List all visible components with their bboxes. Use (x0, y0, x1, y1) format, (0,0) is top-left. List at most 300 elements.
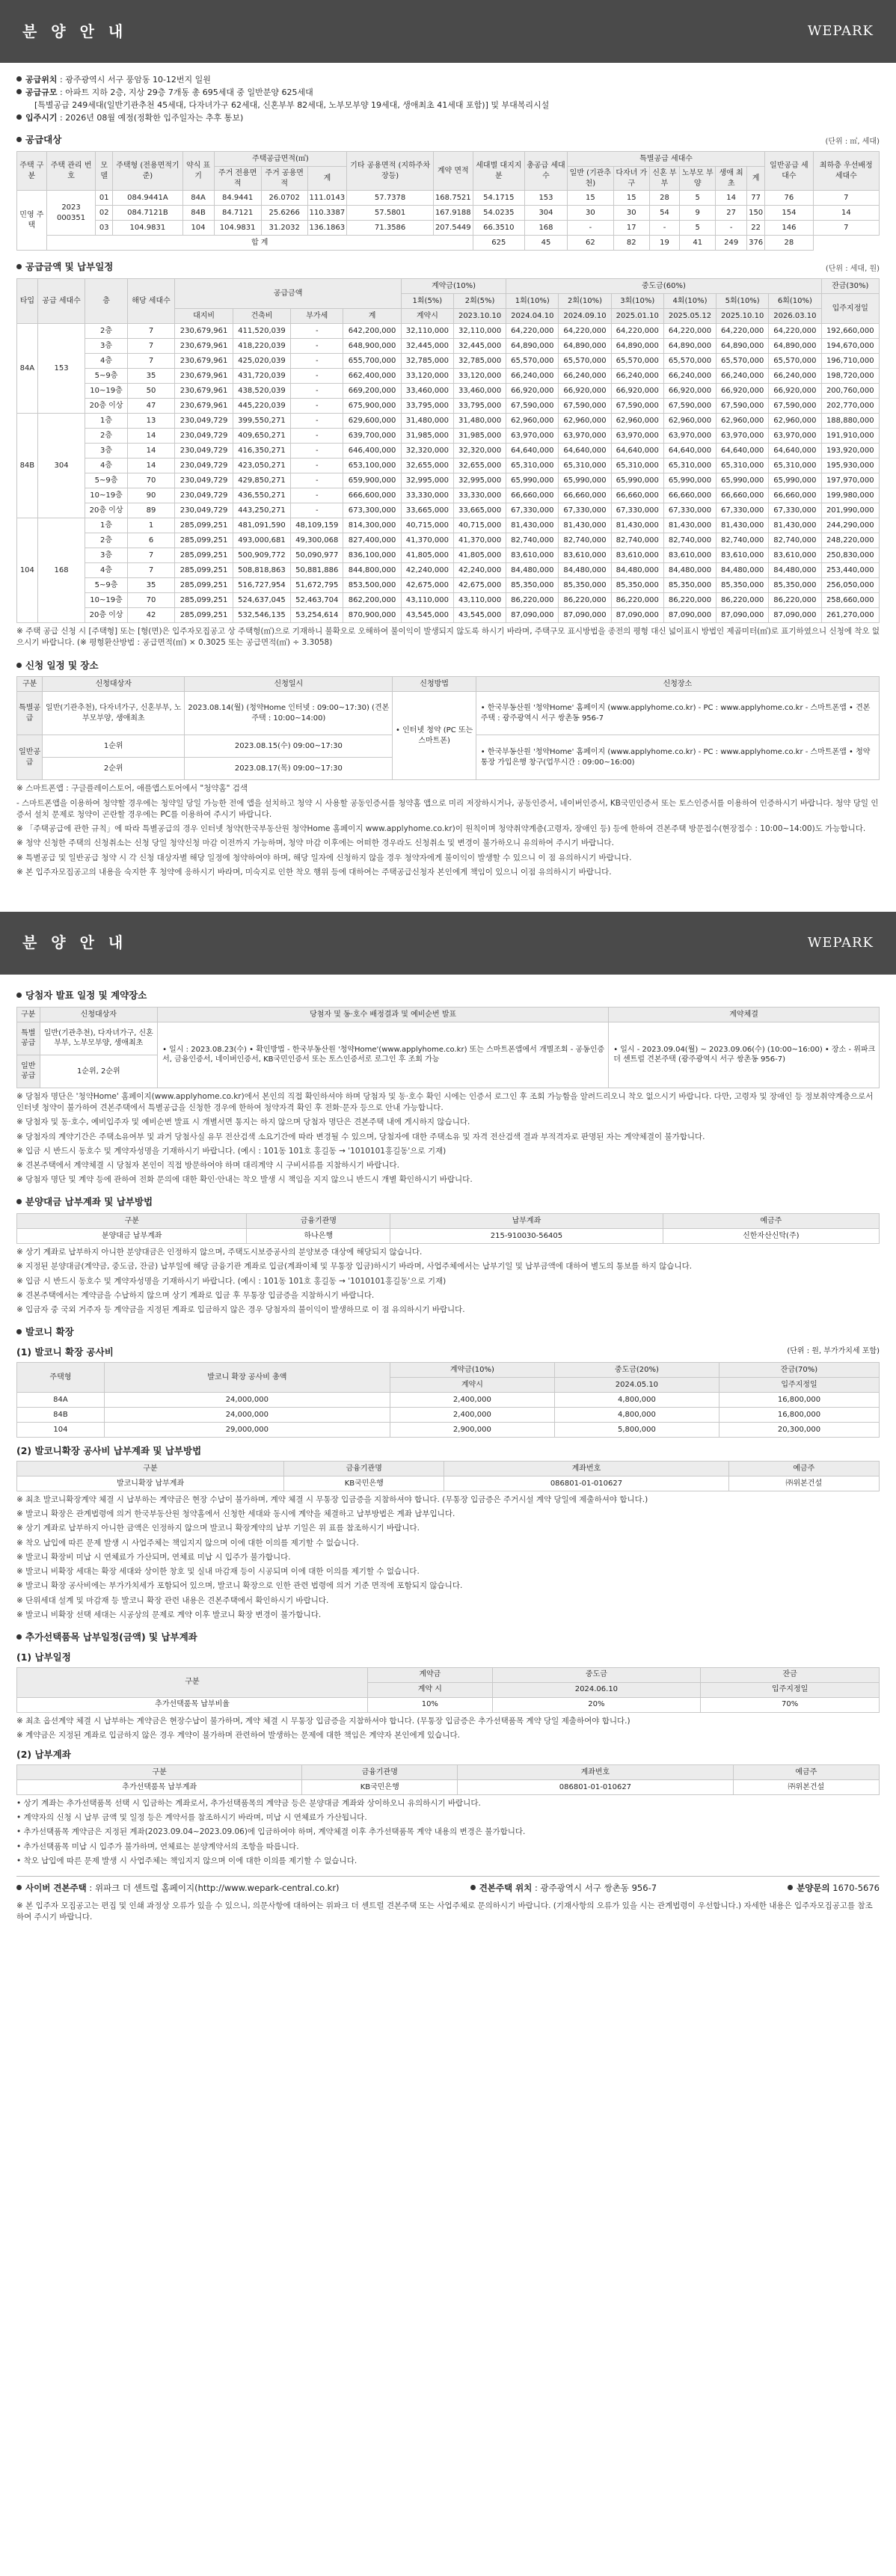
price-cell: 66,920,000 (559, 384, 611, 399)
price-cell: 66,240,000 (559, 369, 611, 384)
price-cell: 82,740,000 (663, 533, 716, 548)
balcony-header-cell: 잔금(70%) (719, 1363, 879, 1378)
winner-special-target: 일반(기관추천), 다자녀가구, 신혼부부, 노부모부양, 생애최초 (40, 1022, 158, 1055)
price-cell: 673,300,000 (343, 503, 401, 518)
table-row (17, 429, 880, 444)
price-cell: 836,100,000 (343, 548, 401, 563)
price-cell: 870,900,000 (343, 608, 401, 623)
price-cell: 64,640,000 (769, 444, 821, 459)
supply-header-cell: 세대별 대지지분 (473, 152, 524, 191)
table-row (17, 369, 880, 384)
schedule-header-cell: 신청일시 (185, 677, 393, 692)
price-cell: 4층 (85, 354, 127, 369)
supply-total-cell: 45 (525, 236, 568, 251)
price-cell: 844,800,000 (343, 563, 401, 578)
special-date: 2023.08.14(월) (청약Home 인터넷 : 09:00~17:30) (견본주택 : 10:00~14:00) (185, 692, 393, 735)
price-cell: 14 (127, 429, 175, 444)
price-cell: 524,637,045 (233, 593, 290, 608)
option-header-cell: 계약금 (368, 1667, 492, 1682)
brand-logo-2: WEPARK (807, 934, 874, 951)
tel-number[interactable]: 1670-5676 (829, 1883, 880, 1894)
price-count: 304 (37, 414, 85, 518)
price-cell: 43,545,000 (401, 608, 453, 623)
supply-header-cell: 약식 표기 (182, 152, 214, 191)
price-cell: 42,240,000 (401, 563, 453, 578)
price-cell: 31,985,000 (453, 429, 506, 444)
price-cell: 63,970,000 (559, 429, 611, 444)
price-cell: 81,430,000 (717, 518, 769, 533)
bullet-icon (470, 1885, 476, 1890)
supply-subheader-cell: 노부모 부양 (680, 167, 716, 191)
option-notes (16, 1798, 880, 1867)
tel-label: 분양문의 (797, 1883, 830, 1894)
price-cell: 67,330,000 (663, 503, 716, 518)
supply-total-cell: 합 계 (46, 236, 473, 251)
price-cell: - (291, 414, 343, 429)
option-cell: 70% (701, 1697, 880, 1712)
winner-note: ※ 당첨자 명단 및 계약 등에 관하여 전화 문의에 대한 확인·안내는 착오 발생 시 책임을 지지 않으니 반드시 개별 확인하시기 바랍니다. (16, 1175, 473, 1185)
supply-cell: 28 (649, 191, 679, 206)
price-cell: 66,240,000 (611, 369, 663, 384)
winner-general-target: 1순위, 2순위 (40, 1055, 158, 1088)
contract-info-cell: • 일시 - 2023.09.04(월) ~ 2023.09.06(수) (10:00~16:00) • 장소 - 위파크 더 센트럴 견본주택 (광주광역시 서구 쌍촌동 956-7) (609, 1022, 880, 1088)
price-cell: 3층 (85, 339, 127, 354)
deposit-note: ※ 상기 계좌로 납부하지 아니한 분양대금은 인정하지 않으며, 주택도시보증공사의 분양보증 대상에 해당되지 않습니다. (16, 1248, 423, 1257)
schedule-heading (16, 660, 880, 672)
price-cell: 64,640,000 (559, 444, 611, 459)
table-row (17, 1408, 880, 1423)
price-cell: 5~9층 (85, 369, 127, 384)
deposit-heading (16, 1196, 880, 1209)
general-place: • 한국부동산원 '청약Home' 홈페이지 (www.applyhome.co.kr) - PC : www.applyhome.co.kr - 스마트폰앱 • 청약통장 가입은행 창구(업무시간 : 09:00~16:00) (476, 735, 879, 780)
balcony-cell: 24,000,000 (104, 1393, 390, 1408)
price-cell: 70 (127, 593, 175, 608)
table-row (17, 399, 880, 414)
price-cell: 4층 (85, 459, 127, 473)
balcony-account-cell: 086801-01-010627 (444, 1476, 728, 1491)
bullet-icon (16, 89, 22, 94)
price-cell: 399,550,271 (233, 414, 290, 429)
deposit-cell: 분양대금 납부계좌 (17, 1229, 247, 1244)
price-cell: 85,350,000 (611, 578, 663, 593)
price-title: 공급금액 및 납부일정 (25, 261, 114, 273)
supply-unit: (단위 : ㎡, 세대) (825, 137, 880, 146)
winner-general-label: 일반공급 (17, 1055, 40, 1088)
price-cell: 285,099,251 (175, 578, 233, 593)
supply-cell: 150 (747, 206, 765, 221)
price-cell: 40,715,000 (453, 518, 506, 533)
price-cell: 431,720,039 (233, 369, 290, 384)
price-cell: 65,990,000 (611, 473, 663, 488)
price-count: 153 (37, 324, 85, 414)
price-cell: 33,665,000 (401, 503, 453, 518)
price-cell: 201,990,000 (821, 503, 879, 518)
table-row (17, 1423, 880, 1438)
info-value: [특별공급 249세대(일반기관추천 45세대, 다자녀가구 62세대, 신혼부부 82세대, 노부모부양 19세대, 생애최초 41세대 포함)] 및 부대복리시설 (34, 99, 550, 110)
price-cell: 65,570,000 (559, 354, 611, 369)
schedule-header-cell: 신청장소 (476, 677, 879, 692)
price-cell: 66,920,000 (611, 384, 663, 399)
table-row (17, 503, 880, 518)
bullet-icon (16, 114, 22, 120)
price-cell: 230,049,729 (175, 444, 233, 459)
schedule-notes (16, 783, 880, 878)
price-cell: 10~19층 (85, 593, 127, 608)
price-subheader-cell: 5회(10%) (717, 294, 769, 309)
price-cell: 285,099,251 (175, 593, 233, 608)
price-cell: 33,120,000 (401, 369, 453, 384)
supply-cell: 66.3510 (473, 221, 524, 236)
price-cell: 85,350,000 (663, 578, 716, 593)
balcony-account-header: 예금주 (728, 1461, 879, 1476)
supply-cell: 5 (680, 221, 716, 236)
price-cell: 48,109,159 (291, 518, 343, 533)
balcony-date-cell: 계약시 (390, 1378, 554, 1393)
price-cell: 532,546,135 (233, 608, 290, 623)
price-cell: 33,795,000 (401, 399, 453, 414)
price-header-cell: 공급금액 (175, 279, 401, 309)
supply-cell: 76 (765, 191, 813, 206)
price-cell: 256,050,000 (821, 578, 879, 593)
price-cell: 258,660,000 (821, 593, 879, 608)
info-value: : 2026년 08월 예정(정확한 입주일자는 추후 통보) (57, 112, 244, 123)
price-cell: - (291, 384, 343, 399)
deposit-note: ※ 입금 시 반드시 동호수 및 계약자성명을 기재하시기 바랍니다. (예시 : 101동 101호 홍길동 → '1010101홍길동'으로 기재) (16, 1276, 447, 1286)
supply-cell: 71.3586 (347, 221, 434, 236)
price-cell: 31,985,000 (401, 429, 453, 444)
supply-cell: 104 (182, 221, 214, 236)
total-row (17, 236, 880, 251)
price-cell: 42,675,000 (453, 578, 506, 593)
supply-header-cell: 최하층 우선배정 세대수 (813, 152, 879, 191)
price-cell: 81,430,000 (559, 518, 611, 533)
price-cell: - (291, 444, 343, 459)
balcony-cell: 84A (17, 1393, 105, 1408)
table-row (17, 206, 880, 221)
price-cell: 33,795,000 (453, 399, 506, 414)
supply-subheader-cell: 생애 최초 (716, 167, 747, 191)
deposit-cell: 하나은행 (247, 1229, 390, 1244)
price-cell: 87,090,000 (663, 608, 716, 623)
winner-note: ※ 당첨자 명단은 '청약Home' 홈페이지(www.applyhome.co.kr)에서 본인의 직접 확인하셔야 하며 당첨자 및 동·호수 확인 시에는 인증서 로그인 후 조회 가능함을 알려드리오니 착오 없으시기 바랍니다. 다만, 고령자 및 장애인 등 정보취약계층으로서 인터넷 청약이 불가하여 견본주택에서 특별공급을 신청한 경우에 한하여 청약자격 확인 후 전화·문자 등으로 안내 가능합니다. (16, 1091, 874, 1113)
price-cell: 84,480,000 (611, 563, 663, 578)
option-account-cell: 086801-01-010627 (458, 1780, 734, 1795)
table-row (17, 608, 880, 623)
supply-subheader-cell: 다자녀 가구 (613, 167, 649, 191)
price-cell: 199,980,000 (821, 488, 879, 503)
price-cell: 285,099,251 (175, 548, 233, 563)
price-cell: 65,310,000 (506, 459, 559, 473)
supply-total-cell: 41 (680, 236, 716, 251)
deposit-header-cell: 납부계좌 (390, 1214, 663, 1229)
winner-note: ※ 당첨자 및 동·호수, 예비입주자 및 예비순번 발표 시 개별서면 통지는 하지 않으며 당첨자 명단은 견본주택 내에 게시하지 않습니다. (16, 1117, 470, 1127)
price-cell: 230,679,961 (175, 324, 233, 339)
schedule-table (16, 676, 880, 780)
deposit-header-cell: 구분 (17, 1214, 247, 1229)
price-cell: 64,220,000 (559, 324, 611, 339)
supply-cell: 54.0235 (473, 206, 524, 221)
price-cell: 425,020,039 (233, 354, 290, 369)
price-cell: 86,220,000 (769, 593, 821, 608)
price-cell: 418,220,039 (233, 339, 290, 354)
price-cell: 662,400,000 (343, 369, 401, 384)
table-row (17, 518, 880, 533)
cyber-model-url[interactable]: : 위파크 더 센트럴 홈페이지(http://www.wepark-central.co.kr) (86, 1883, 340, 1894)
price-cell: 675,900,000 (343, 399, 401, 414)
price-cell: 86,220,000 (663, 593, 716, 608)
footer-contacts (16, 1876, 880, 1895)
deposit-cell: 215-910030-56405 (390, 1229, 663, 1244)
supply-cell: - (567, 221, 613, 236)
supply-cell: 84B (182, 206, 214, 221)
balcony-note: ※ 발코니 비확장 선택 세대는 시공상의 문제로 계약 이후 발코니 확장 변경이 불가합니다. (16, 1610, 322, 1619)
price-cell: 65,310,000 (769, 459, 821, 473)
price-cell: 67,590,000 (559, 399, 611, 414)
table-row (17, 563, 880, 578)
supply-cell: 54 (649, 206, 679, 221)
price-cell: 87,090,000 (611, 608, 663, 623)
schedule-note: ※ 청약 신청한 주택의 신청취소는 신청 당일 청약신청 마감 이전까지 가능하며, 청약 마감 이후에는 어떠한 경우라도 신청취소 및 변경이 불가하오니 유의하여 주시기 바랍니다. (16, 838, 614, 848)
price-cell: 639,700,000 (343, 429, 401, 444)
price-cell: 416,350,271 (233, 444, 290, 459)
balcony-note: ※ 발코니 확장 공사비에는 부가가치세가 포함되어 있으며, 발코니 확장으로 인한 관련 법령에 의거 기준 면적에 포함되지 않습니다. (16, 1581, 463, 1591)
schedule-note: - 스마트폰앱을 이용하여 청약할 경우에는 청약일 당일 가능한 전에 앱을 설치하고 청약 시 사용할 공동인증서를 청약홈 앱으로 미리 저장하시거나, 공동인증서, 네이버인증서, KB국민인증서 또는 토스인증서를 이용하여 인증하시기 바랍니다. 청약 당일 인증서 설치 문제로 청약이 곤란할 경우에는 PC를 이용하여 주시기 바랍니다. (16, 798, 879, 819)
supply-cell: 02 (96, 206, 113, 221)
price-cell: 65,310,000 (663, 459, 716, 473)
balcony-account-cell: 발코니확장 납부계좌 (17, 1476, 284, 1491)
winner-note: ※ 당첨자의 계약기간은 주택소유여부 및 과거 당첨사실 유무 전산검색 소요기간에 따라 변경될 수 있으며, 당첨자에 대한 주택소유 및 자격 전산검색 결과 부적격자로 판명된 자는 계약체결이 불가합니다. (16, 1132, 705, 1141)
price-cell: 63,970,000 (611, 429, 663, 444)
price-cell: 65,570,000 (717, 354, 769, 369)
price-cell: 1 (127, 518, 175, 533)
price-cell: 5~9층 (85, 578, 127, 593)
price-cell: 82,740,000 (559, 533, 611, 548)
price-cell: 66,920,000 (769, 384, 821, 399)
deposit-table (16, 1213, 880, 1244)
price-cell: 42,240,000 (453, 563, 506, 578)
price-cell: 500,909,772 (233, 548, 290, 563)
price-cell: 7 (127, 548, 175, 563)
price-subheader-cell: 계 (343, 309, 401, 324)
price-cell: 32,785,000 (453, 354, 506, 369)
price-cell: 42 (127, 608, 175, 623)
price-cell: - (291, 399, 343, 414)
balcony-title: 발코니 확장 (25, 1326, 74, 1338)
price-cell: 3층 (85, 548, 127, 563)
apply-method: • 인터넷 청약 (PC 또는 스마트폰) (393, 692, 476, 780)
table-row (17, 533, 880, 548)
info-value: : 아파트 지하 2층, 지상 29층 7개동 총 695세대 중 일반분양 625세대 (57, 87, 313, 97)
supply-cell: 7 (813, 191, 879, 206)
price-type: 84A (17, 324, 38, 414)
supply-cell: 304 (525, 206, 568, 221)
option-note: • 상기 계좌는 추가선택품목 선택 시 입금하는 계좌로서, 추가선택품목의 계약금 등은 분양대금 계좌와 상이하오니 유의하시기 바랍니다. (16, 1799, 481, 1808)
winner-table (16, 1007, 880, 1088)
option-header-cell: 잔금 (701, 1667, 880, 1682)
price-cell: 84,480,000 (506, 563, 559, 578)
price-cell: 41,370,000 (401, 533, 453, 548)
balcony-note: ※ 상기 계좌로 납부하지 아니한 금액은 인정하지 않으며 발코니 확장계약의 납부 기일은 위 표를 참조하시기 바랍니다. (16, 1524, 420, 1533)
price-cell: - (291, 503, 343, 518)
balcony-account-header: 계좌번호 (444, 1461, 728, 1476)
price-cell: - (291, 354, 343, 369)
info-line (16, 88, 880, 99)
balcony-cell: 2,400,000 (390, 1408, 554, 1423)
price-cell: 230,049,729 (175, 429, 233, 444)
supply-cell: 111.0143 (307, 191, 347, 206)
price-cell: 63,970,000 (506, 429, 559, 444)
rank1-date: 2023.08.15(수) 09:00~17:30 (185, 735, 393, 758)
price-cell: 62,960,000 (717, 414, 769, 429)
balcony-date-cell: 입주지정일 (719, 1378, 879, 1393)
price-cell: 42,675,000 (401, 578, 453, 593)
price-cell: 4층 (85, 563, 127, 578)
price-cell: 66,660,000 (769, 488, 821, 503)
supply-total-cell: 19 (649, 236, 679, 251)
supply-cell: 168.7521 (433, 191, 473, 206)
price-cell: 32,320,000 (453, 444, 506, 459)
supply-title: 공급대상 (25, 134, 62, 146)
balcony-note: ※ 발코니 확장은 관계법령에 의거 한국부동산원 청약홈에서 신청한 세대와 동시에 계약을 체결하고 납부방법은 계좌 납부입니다. (16, 1509, 455, 1519)
bullet-icon (16, 137, 22, 142)
price-cell: 230,679,961 (175, 339, 233, 354)
price-cell: 230,679,961 (175, 399, 233, 414)
price-cell: 87,090,000 (717, 608, 769, 623)
supply-cell: 084.9441A (113, 191, 182, 206)
option-account-table (16, 1764, 880, 1795)
price-cell: 66,660,000 (611, 488, 663, 503)
table-row (17, 593, 880, 608)
price-cell: 64,890,000 (559, 339, 611, 354)
price-cell: 41,805,000 (401, 548, 453, 563)
schedule-header-cell: 신청대상자 (43, 677, 185, 692)
price-cell: 648,900,000 (343, 339, 401, 354)
price-cell: 14 (127, 459, 175, 473)
price-cell: 85,350,000 (559, 578, 611, 593)
price-cell: 81,430,000 (611, 518, 663, 533)
price-cell: 32,445,000 (453, 339, 506, 354)
price-cell: 508,818,863 (233, 563, 290, 578)
supply-total-cell: 28 (765, 236, 813, 251)
option-note: • 착오 납입에 따른 문제 발생 시 사업주체는 책임지지 않으며 이에 대한 이의를 제기할 수 없습니다. (16, 1856, 358, 1865)
price-cell: 67,590,000 (611, 399, 663, 414)
special-label: 특별공급 (17, 692, 43, 735)
price-cell: 62,960,000 (506, 414, 559, 429)
price-cell: 84,480,000 (717, 563, 769, 578)
price-cell: 20층 이상 (85, 608, 127, 623)
price-cell: 195,930,000 (821, 459, 879, 473)
price-cell: 2층 (85, 533, 127, 548)
price-cell: 67,330,000 (769, 503, 821, 518)
winner-header-cell: 구분 (17, 1007, 40, 1022)
price-cell: 14 (127, 444, 175, 459)
price-cell: 6 (127, 533, 175, 548)
price-cell: 20층 이상 (85, 399, 127, 414)
price-header-cell: 잔금(30%) (821, 279, 879, 294)
price-cell: 81,430,000 (506, 518, 559, 533)
supply-cell: - (716, 221, 747, 236)
price-cell: 653,100,000 (343, 459, 401, 473)
schedule-note: ※ 본 입주자모집공고의 내용을 숙지한 후 청약에 응하시기 바라며, 미숙지로 인한 착오 행위 등에 대하여는 주택공급신청자 본인에게 책임이 있으니 이점 유의하시기 바랍니다. (16, 867, 612, 877)
price-cell: - (291, 473, 343, 488)
option-header-cell: 구분 (17, 1667, 368, 1697)
price-cell: 31,480,000 (453, 414, 506, 429)
supply-cell: 7 (813, 221, 879, 236)
supply-total-cell: 376 (747, 236, 765, 251)
option-note: • 계약자의 신청 시 납부 금액 및 일정 등은 계약서를 참조하시기 바라며, 미납 시 연체료가 가산됩니다. (16, 1813, 367, 1823)
bullet-icon (16, 1634, 22, 1640)
price-cell: 64,890,000 (506, 339, 559, 354)
balcony-sub2: (2) 발코니확장 공사비 납부계좌 및 납부방법 (16, 1445, 202, 1457)
price-cell: 196,710,000 (821, 354, 879, 369)
price-cell: 64,640,000 (611, 444, 663, 459)
price-cell: 285,099,251 (175, 608, 233, 623)
price-cell: 2층 (85, 429, 127, 444)
supply-header-cell: 모델 (96, 152, 113, 191)
price-cell: 43,110,000 (453, 593, 506, 608)
price-cell: 65,570,000 (769, 354, 821, 369)
option-heading (16, 1631, 880, 1644)
balcony-cell: 5,800,000 (554, 1423, 719, 1438)
supply-cell: 77 (747, 191, 765, 206)
balcony-cell: 2,400,000 (390, 1393, 554, 1408)
price-cell: 655,700,000 (343, 354, 401, 369)
option-date-cell: 계약 시 (368, 1682, 492, 1697)
price-cell: 7 (127, 354, 175, 369)
supply-cell: 104.9831 (214, 221, 261, 236)
price-date-cell: 2023.10.10 (453, 309, 506, 324)
price-cell: 230,679,961 (175, 384, 233, 399)
price-cell: 3층 (85, 444, 127, 459)
price-cell: 646,400,000 (343, 444, 401, 459)
price-date-cell: 2024.09.10 (559, 309, 611, 324)
winner-notes (16, 1091, 880, 1186)
price-date-cell: 2026.03.10 (769, 309, 821, 324)
option-account-cell: KB국민은행 (302, 1780, 458, 1795)
supply-cell: 207.5449 (433, 221, 473, 236)
price-cell: 32,110,000 (453, 324, 506, 339)
header-title-2: 분 양 안 내 (22, 933, 128, 952)
winner-header-cell: 당첨자 및 동·호수 배정결과 및 예비순번 발표 (158, 1007, 609, 1022)
winner-note: ※ 입금 시 반드시 동호수 및 계약자성명을 기재하시기 바랍니다. (예시 : 101동 101호 홍길동 → '1010101홍길동'으로 기재) (16, 1146, 447, 1156)
option-account-cell: 추가선택품목 납부계좌 (17, 1780, 302, 1795)
price-subheader-cell: 대지비 (175, 309, 233, 324)
price-cell: 70 (127, 473, 175, 488)
supply-total-cell: 249 (716, 236, 747, 251)
deposit-note: ※ 지정된 분양대금(계약금, 중도금, 잔금) 납부일에 해당 금융기관 계좌로 입금(계좌이체 및 무통장 입금)하시기 바라며, 사업주체에서는 납부기일 및 납부금액에 대하여 별도의 통보를 하지 않습니다. (16, 1262, 693, 1272)
price-cell: 66,240,000 (663, 369, 716, 384)
price-cell: 244,290,000 (821, 518, 879, 533)
price-header-cell: 층 (85, 279, 127, 324)
price-cell: 64,640,000 (663, 444, 716, 459)
price-cell: 86,220,000 (611, 593, 663, 608)
balcony-account-header: 금융기관명 (284, 1461, 444, 1476)
price-heading (16, 261, 880, 274)
supply-heading (16, 134, 880, 147)
price-subheader-cell: 건축비 (233, 309, 290, 324)
price-cell: 86,220,000 (506, 593, 559, 608)
price-cell: 31,480,000 (401, 414, 453, 429)
price-unit: (단위 : 세대, 원) (825, 264, 880, 273)
price-cell: 192,660,000 (821, 324, 879, 339)
price-cell: 1층 (85, 518, 127, 533)
option-header-cell: 중도금 (492, 1667, 701, 1682)
deposit-cell: 신한자산신탁(주) (663, 1229, 879, 1244)
price-cell: 67,590,000 (717, 399, 769, 414)
supply-cell: 30 (567, 206, 613, 221)
bullet-icon (16, 1885, 22, 1890)
price-cell: 32,445,000 (401, 339, 453, 354)
